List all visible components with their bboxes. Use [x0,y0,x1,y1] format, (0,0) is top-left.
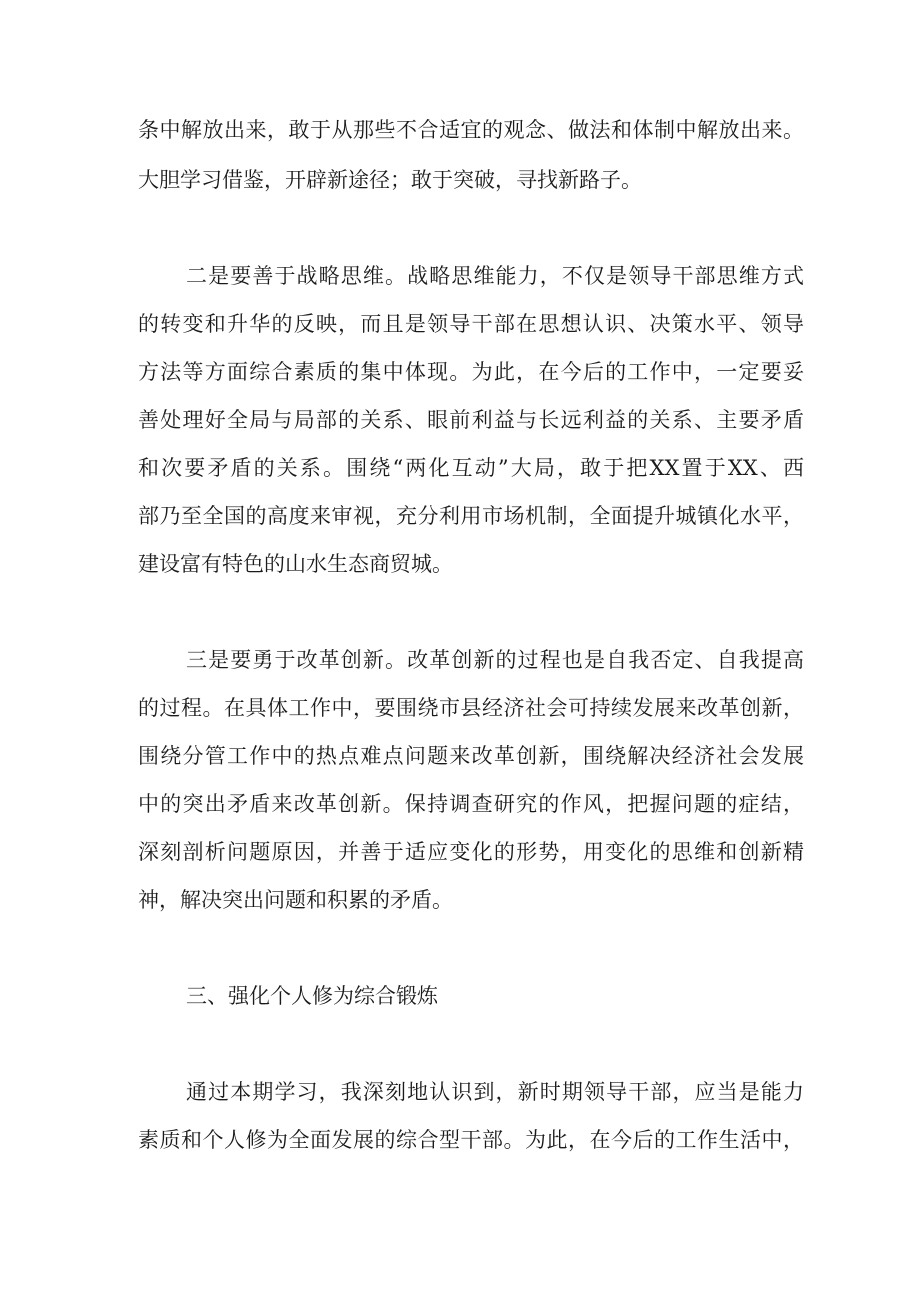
paragraph-strategic-thinking-line-2: 的转变和升华的反映，而且是领导干部在思想认识、决策水平、领导 [138,312,804,336]
paragraph-reform-innovation-line-5: 深刻剖析问题原因，并善于适应变化的形势，用变化的思维和创新精 [138,840,804,864]
paragraph-reform-innovation-line-4: 中的突出矛盾来改革创新。保持调查研究的作风，把握问题的症结， [138,792,804,816]
section-heading: 三、强化个人修为综合锻炼 [186,984,438,1008]
paragraph-reform-innovation-line-3: 围绕分管工作中的热点难点问题来改革创新，围绕解决经济社会发展 [138,744,804,768]
paragraph-personal-cultivation-line-2: 素质和个人修为全面发展的综合型干部。为此，在今后的工作生活中， [138,1128,804,1152]
paragraph-strategic-thinking-line-7: 建设富有特色的山水生态商贸城。 [138,552,453,576]
paragraph-strategic-thinking-line-6: 部乃至全国的高度来审视，充分利用市场机制，全面提升城镇化水平， [138,504,804,528]
paragraph-continuation-line-2: 大胆学习借鉴，开辟新途径；敢于突破，寻找新路子。 [138,168,642,192]
paragraph-reform-innovation-line-6: 神，解决突出问题和积累的矛盾。 [138,888,453,912]
paragraph-continuation-line-1: 条中解放出来，敢于从那些不合适宜的观念、做法和体制中解放出来。 [138,118,804,142]
paragraph-reform-innovation-line-1: 三是要勇于改革创新。改革创新的过程也是自我否定、自我提高 [186,648,804,672]
paragraph-personal-cultivation-line-1: 通过本期学习，我深刻地认识到，新时期领导干部，应当是能力 [186,1080,804,1104]
paragraph-strategic-thinking-line-4: 善处理好全局与局部的关系、眼前利益与长远利益的关系、主要矛盾 [138,408,804,432]
paragraph-strategic-thinking-line-5: 和次要矛盾的关系。围绕“两化互动”大局，敢于把XX置于XX、西 [138,456,804,480]
paragraph-reform-innovation-line-2: 的过程。在具体工作中，要围绕市县经济社会可持续发展来改革创新， [138,696,804,720]
paragraph-strategic-thinking-line-1: 二是要善于战略思维。战略思维能力，不仅是领导干部思维方式 [186,264,804,288]
paragraph-strategic-thinking-line-3: 方法等方面综合素质的集中体现。为此，在今后的工作中，一定要妥 [138,360,804,384]
